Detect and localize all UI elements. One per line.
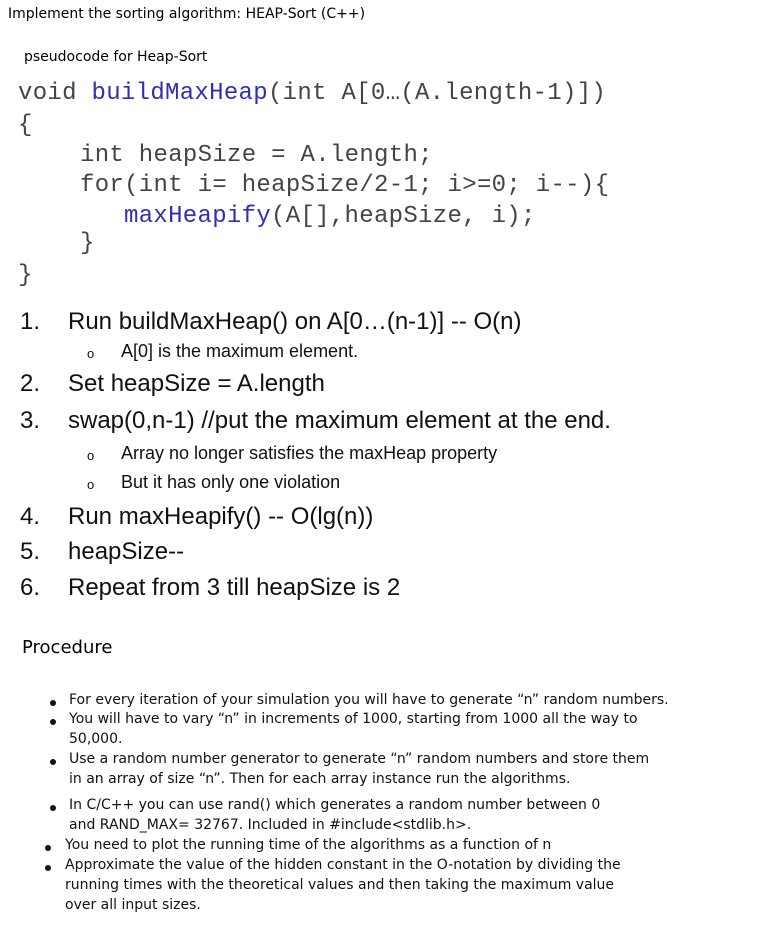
bullet-dot-icon [50, 700, 56, 706]
step-number: 3. [20, 407, 41, 434]
step-text: Repeat from 3 till heapSize is 2 [68, 574, 401, 601]
procedure-item: Use a random number generator to generate “n” random numbers and store them in an array of size “n”. Then for each array instance run the algorithms. [69, 751, 650, 787]
step-subitem: A[0] is the maximum element. [121, 341, 359, 361]
sub-bullet-icon: o [87, 477, 95, 492]
bullet-dot-icon [50, 719, 56, 725]
bullet-dot-icon [45, 845, 51, 851]
code-line-heapsize: int heapSize = A.length; [80, 142, 433, 169]
bullet-dot-icon [50, 759, 56, 765]
procedure-heading: Procedure [22, 637, 113, 658]
procedure-item: Approximate the value of the hidden constant in the O-notation by dividing the running times with the theoretical values and then taking the maximum value over all input sizes. [65, 857, 621, 913]
code-signature-params: (int A[0…(A.length-1)]) [267, 80, 607, 107]
code-function-name: buildMaxHeap [91, 80, 268, 107]
step-text: Run buildMaxHeap() on A[0…(n-1)] -- O(n) [68, 308, 522, 335]
step-number: 4. [20, 503, 41, 530]
step-text: swap(0,n-1) //put the maximum element at the end. [68, 407, 611, 434]
code-maxheapify-name: maxHeapify [124, 203, 272, 230]
procedure-item: In C/C++ you can use rand() which generates a random number between 0 and RAND_MAX= 32767. Included in #include<stdlib.h>. [69, 797, 601, 833]
code-maxheapify-args: (A[],heapSize, i); [271, 203, 536, 230]
assignment-title: Implement the sorting algorithm: HEAP-Sort (C++) [8, 6, 366, 22]
step-number: 1. [20, 308, 41, 335]
code-keyword-void: void [18, 80, 92, 107]
code-line-signature [18, 80, 606, 107]
step-text: Run maxHeapify() -- O(lg(n)) [68, 503, 374, 530]
sub-bullet-icon: o [87, 448, 95, 463]
code-line-for: for(int i= heapSize/2-1; i>=0; i--){ [80, 172, 610, 199]
bullet-dot-icon [50, 805, 56, 811]
code-line-maxheapify [124, 203, 536, 230]
step-text: heapSize-- [68, 538, 185, 565]
step-subitem: Array no longer satisfies the maxHeap property [121, 443, 498, 463]
code-open-brace: { [18, 112, 33, 139]
step-subitem: But it has only one violation [121, 472, 341, 492]
step-text: Set heapSize = A.length [68, 370, 325, 397]
code-inner-close-brace: } [80, 230, 95, 257]
step-number: 5. [20, 538, 41, 565]
procedure-item: You will have to vary “n” in increments of 1000, starting from 1000 all the way to 50,000. [69, 711, 638, 747]
procedure-item: For every iteration of your simulation you will have to generate “n” random numbers. [69, 692, 669, 708]
pseudocode-heading: pseudocode for Heap-Sort [24, 49, 208, 65]
step-number: 2. [20, 370, 41, 397]
procedure-item: You need to plot the running time of the algorithms as a function of n [65, 837, 552, 853]
sub-bullet-icon: o [87, 346, 95, 361]
step-number: 6. [20, 574, 41, 601]
code-close-brace: } [18, 262, 33, 289]
bullet-dot-icon [45, 865, 51, 871]
